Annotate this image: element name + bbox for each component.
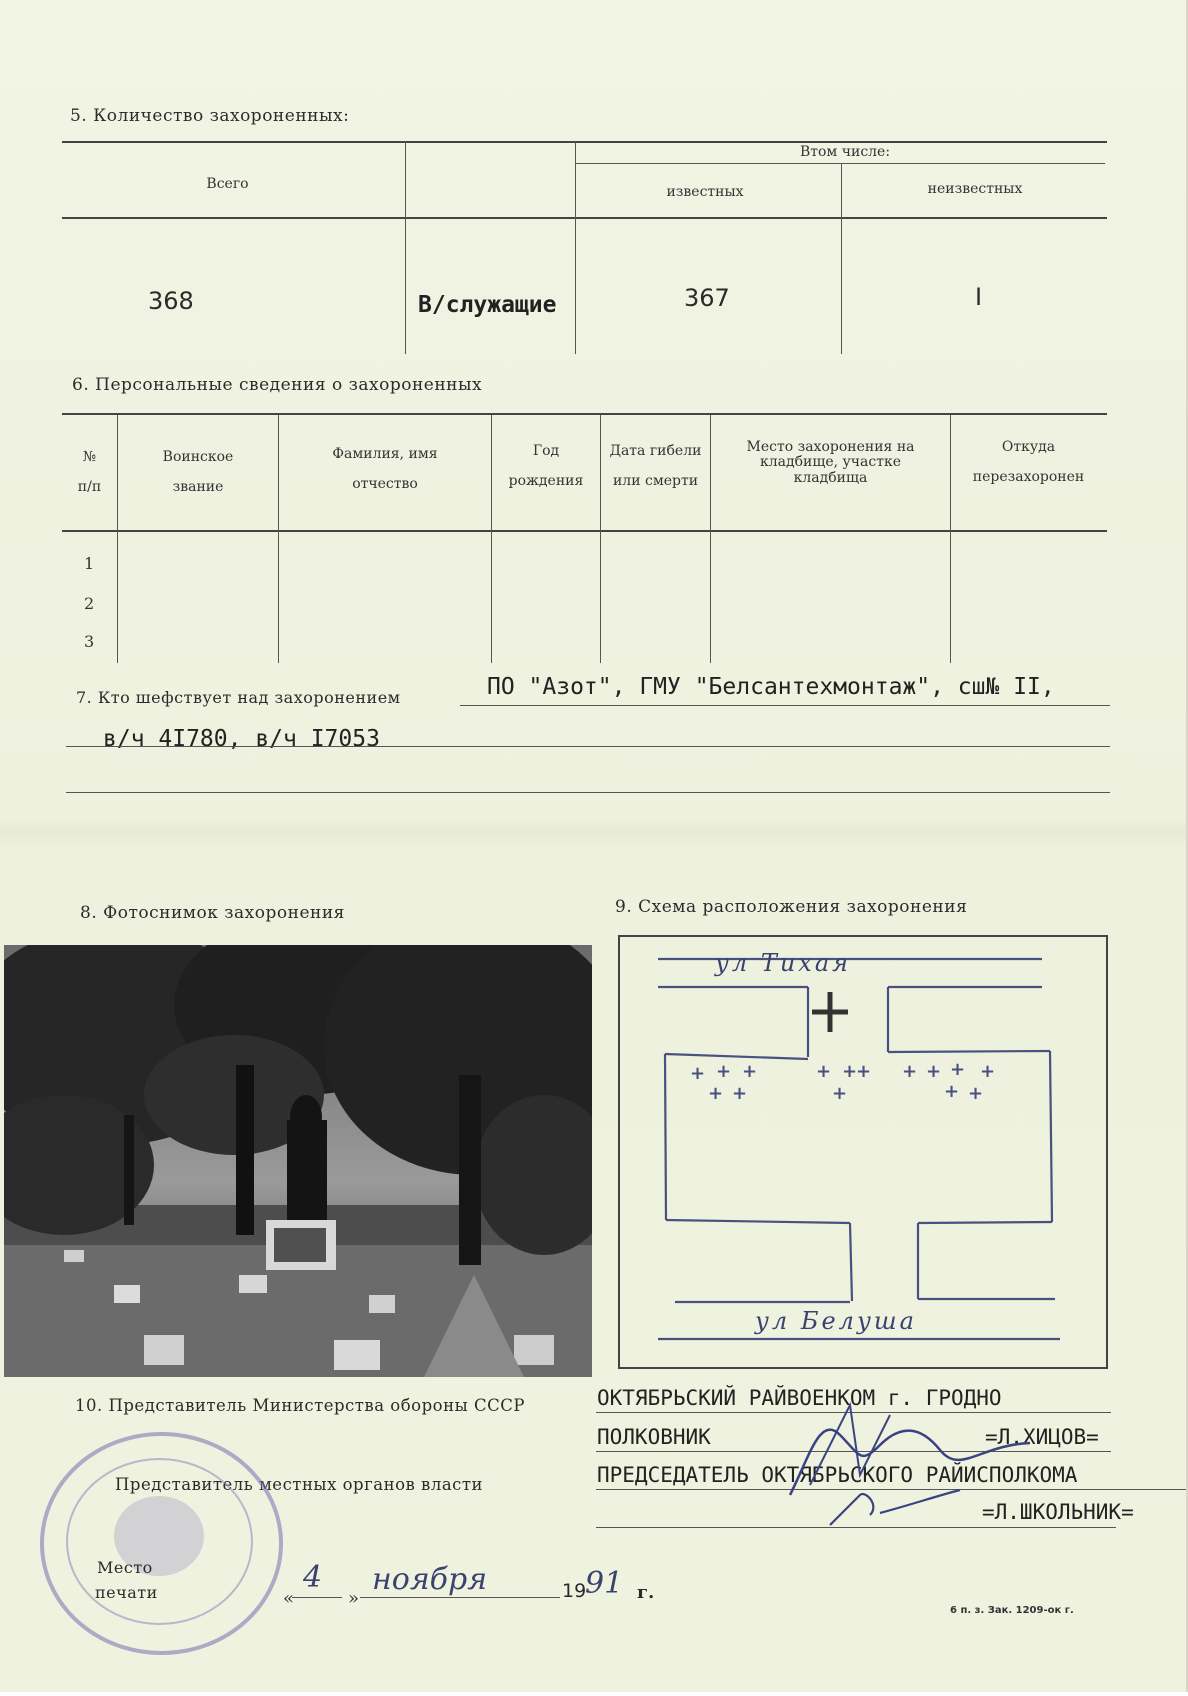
col-num-header: № п/п [77,449,102,496]
table-row: 2 [84,594,95,613]
date-quote-close: » [348,1588,360,1609]
date-year-label: г. [637,1582,655,1603]
col-rank-header: Воинское звание [162,449,234,496]
date-month: ноября [372,1562,488,1597]
page-fold [0,818,1186,848]
svg-text:+: + [842,1061,858,1082]
header-unknown: неизвестных [927,181,1023,197]
svg-text:+: + [742,1061,758,1082]
table5-sub-line [575,163,1105,164]
table5-col-line [841,164,842,354]
svg-text:+: + [980,1061,996,1082]
mod-rep-name: =Л.ХИЦОВ= [985,1425,1099,1449]
date-day: 4 [303,1560,323,1595]
svg-text:+: + [950,1059,966,1080]
mod-rep-line-1: ОКТЯБРЬСКИЙ РАЙВОЕНКОМ г. ГРОДНО [597,1386,1002,1410]
seal-place-label: Место [97,1558,153,1577]
print-note: 6 п. з. Зак. 1209-ок г. [950,1605,1074,1616]
local-rep-name: =Л.ШКОЛЬНИК= [982,1500,1134,1524]
table5-header-line [62,217,1107,219]
official-seal [40,1432,283,1655]
patron-line-2: в/ч 4I780, в/ч I7053 [103,726,380,752]
date-year-prefix: 19 [562,1580,587,1602]
svg-text:+: + [856,1061,872,1082]
svg-text:+: + [708,1083,724,1104]
patron-underline-1 [460,705,1110,706]
value-unknown: I [975,283,983,311]
section10-local-label: Представитель местных органов власти [115,1475,484,1494]
section10-mod-label: 10. Представитель Министерства обороны СССР [75,1396,525,1415]
street-top-label: ул Тихая [715,949,852,977]
burial-scheme [618,935,1108,1369]
value-category: В/служащие [418,292,557,318]
seal-place-label-2: печати [95,1583,158,1602]
svg-text:+: + [732,1083,748,1104]
photo-image [4,945,592,1377]
table5-col-line [575,142,576,354]
svg-text:+: + [816,1061,832,1082]
date-day-underline [292,1597,342,1598]
table-row: 1 [84,554,95,573]
svg-text:+: + [832,1083,848,1104]
table5-col-line [405,142,406,354]
patron-underline-2 [66,746,1110,747]
date-month-underline [360,1597,560,1598]
table5-top-line [62,141,1107,143]
section8-title: 8. Фотоснимок захоронения [80,903,345,923]
section7-label: 7. Кто шефствует над захоронением [76,688,401,707]
value-known: 367 [684,284,730,312]
col-birth-year-header: Год рождения [508,443,584,490]
patron-line-1: ПО "Азот", ГМУ "Белсантехмонтаж", сш№ II, [487,674,1055,700]
burial-photo [4,945,592,1377]
col-burial-place-header: Место захоронения на кладбище, участке кладбища [746,439,915,486]
patron-underline-3 [66,792,1110,793]
header-total: Всего [206,176,249,192]
header-known: известных [666,184,744,200]
section9-title: 9. Схема расположения захоронения [615,897,968,917]
col-name-header: Фамилия, имя отчество [332,446,438,493]
table-row: 3 [84,632,95,651]
date-year-suffix: 91 [585,1566,624,1601]
street-bottom-label: ул Белуша [755,1307,917,1335]
svg-text:+: + [716,1061,732,1082]
svg-text:+: + [926,1061,942,1082]
mod-rep-rank: ПОЛКОВНИК [597,1425,711,1449]
section5-title: 5. Количество захороненных: [70,106,350,126]
value-total: 368 [148,287,194,315]
svg-text:+: + [968,1083,984,1104]
header-including: Втом числе: [799,144,891,160]
svg-text:+: + [944,1081,960,1102]
signatures [770,1395,1130,1535]
date-quote-open: « [283,1588,295,1609]
col-death-date-header: Дата гибели или смерти [609,443,702,490]
svg-text:+: + [690,1063,706,1084]
svg-text:+: + [902,1061,918,1082]
section6-title: 6. Персональные сведения о захороненных [72,375,483,395]
local-rep-line-1: ПРЕДСЕДАТЕЛЬ ОКТЯБРЬСКОГО РАЙИСПОЛКОМА [597,1463,1078,1487]
scheme-drawing [620,937,1106,1367]
col-reburied-from-header: Откуда перезахоронен [972,439,1085,486]
